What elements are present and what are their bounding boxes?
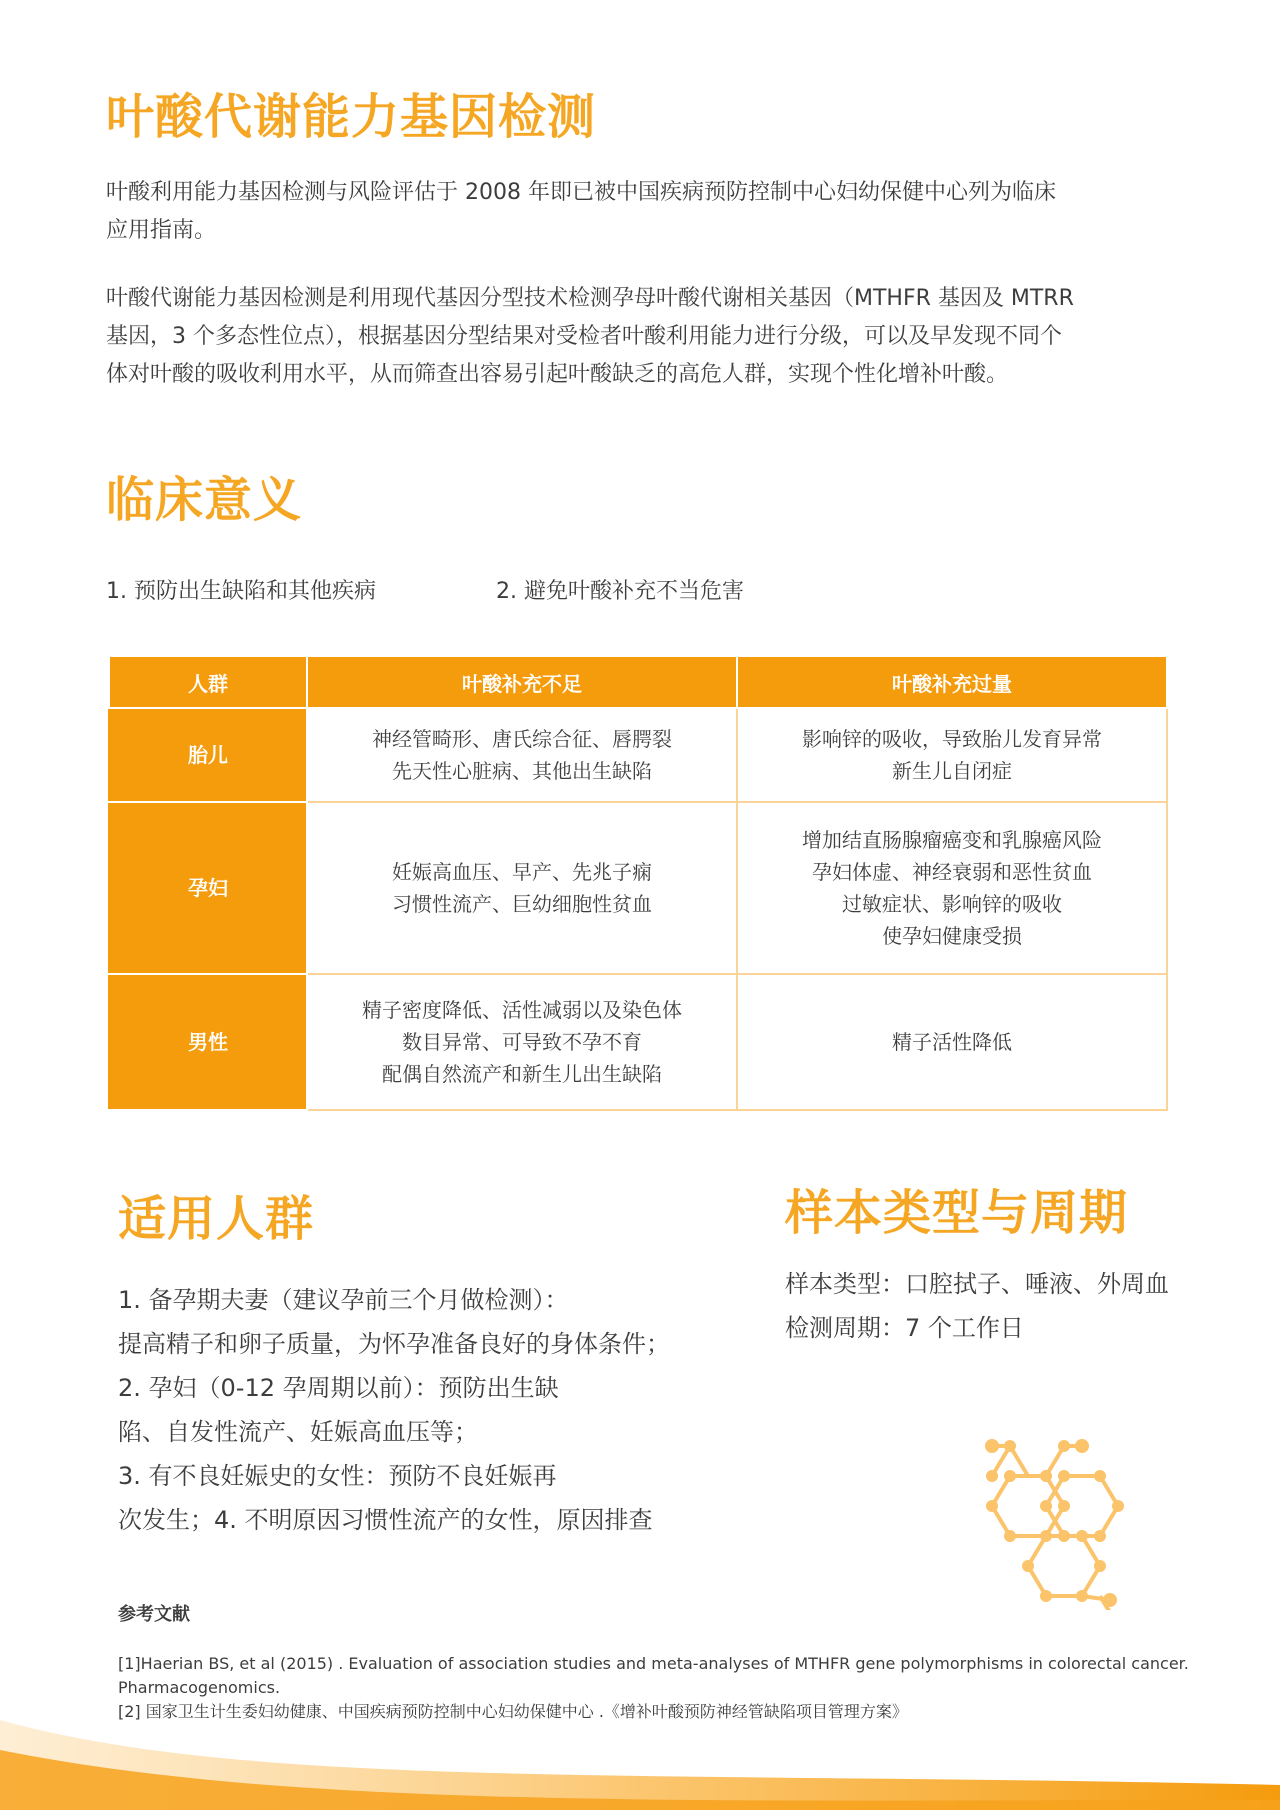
table-row [109, 802, 1167, 974]
reference-item: [1]Haerian BS, et al (2015) . Evaluation of association studies and meta-analyses of MTHFR gene polymorphisms in colorectal cancer. [118, 1654, 1189, 1673]
table-row [109, 708, 1167, 802]
intro-paragraph-2-line: 叶酸代谢能力基因检测是利用现代基因分型技术检测孕母叶酸代谢相关基因（MTHFR 基因及 MTRR [106, 286, 1074, 311]
significance-item-2: 2. 避免叶酸补充不当危害 [496, 579, 744, 604]
deficiency-cell [307, 802, 737, 974]
excess-cell [737, 802, 1167, 974]
excess-cell [737, 708, 1167, 802]
clinical-table [108, 655, 1168, 1111]
audience-line: 次发生；4. 不明原因习惯性流产的女性，原因排查 [118, 1506, 653, 1534]
header-deficiency: 叶酸补充不足 [307, 656, 737, 708]
excess-cell [737, 974, 1167, 1110]
clinical-significance-title: 临床意义 [106, 472, 303, 528]
reference-item: [2] 国家卫生计生委妇幼健康、中国疾病预防控制中心妇幼保健中心 .《增补叶酸预防神经管缺陷项目管理方案》 [118, 1702, 908, 1721]
references-title: 参考文献 [118, 1604, 190, 1625]
cell-line: 新生儿自闭症 [892, 759, 1012, 783]
cell-line: 过敏症状、影响锌的吸收 [842, 892, 1062, 916]
intro-paragraph-2-line: 体对叶酸的吸收利用水平，从而筛查出容易引起叶酸缺乏的高危人群，实现个性化增补叶酸。 [106, 362, 1009, 387]
reference-item: Pharmacogenomics. [118, 1678, 281, 1697]
sample-info [785, 1262, 1225, 1350]
intro-paragraph-2 [106, 280, 1186, 394]
cell-line: 孕妇体虚、神经衰弱和恶性贫血 [812, 860, 1092, 884]
intro-paragraph-1-line: 叶酸利用能力基因检测与风险评估于 2008 年即已被中国疾病预防控制中心妇幼保健中心列为临床 [106, 180, 1056, 205]
cell-line: 妊娠高血压、早产、先兆子痫 [392, 860, 652, 884]
audience-list [118, 1278, 718, 1542]
cell-line: 习惯性流产、巨幼细胞性贫血 [392, 892, 652, 916]
audience-line: 2. 孕妇（0-12 孕周期以前）：预防出生缺 [118, 1374, 559, 1402]
row-group-label: 胎儿 [109, 708, 307, 802]
deficiency-cell [307, 974, 737, 1110]
intro-paragraph-1-line: 应用指南。 [106, 218, 217, 243]
header-excess: 叶酸补充过量 [737, 656, 1167, 708]
cell-line: 配偶自然流产和新生儿出生缺陷 [382, 1062, 662, 1086]
molecule-icon [970, 1430, 1130, 1610]
cell-line: 数目异常、可导致不孕不育 [402, 1030, 642, 1054]
deficiency-cell [307, 708, 737, 802]
audience-line: 提高精子和卵子质量，为怀孕准备良好的身体条件； [118, 1330, 670, 1358]
audience-line: 1. 备孕期夫妻（建议孕前三个月做检测）： [118, 1286, 569, 1314]
significance-item-1: 1. 预防出生缺陷和其他疾病 [106, 579, 376, 604]
sample-period-line: 检测周期：7 个工作日 [785, 1314, 1024, 1342]
intro-paragraph-2-line: 基因，3 个多态性位点），根据基因分型结果对受检者叶酸利用能力进行分级，可以及早发现不同个 [106, 324, 1062, 349]
sample-title: 样本类型与周期 [785, 1185, 1129, 1241]
cell-line: 影响锌的吸收，导致胎儿发育异常 [802, 727, 1102, 751]
table-row [109, 974, 1167, 1110]
cell-line: 精子活性降低 [892, 1030, 1012, 1054]
audience-line: 陷、自发性流产、妊娠高血压等； [118, 1418, 478, 1446]
cell-line: 使孕妇健康受损 [882, 924, 1022, 948]
header-population: 人群 [109, 656, 307, 708]
cell-line: 神经管畸形、唐氏综合征、唇腭裂 [372, 727, 672, 751]
page-title: 叶酸代谢能力基因检测 [106, 89, 597, 145]
cell-line: 精子密度降低、活性减弱以及染色体 [362, 998, 682, 1022]
row-group-label: 孕妇 [109, 802, 307, 974]
cell-line: 先天性心脏病、其他出生缺陷 [392, 759, 652, 783]
audience-title: 适用人群 [118, 1191, 315, 1247]
row-group-label: 男性 [109, 974, 307, 1110]
bottom-wave-decoration [0, 1660, 1280, 1810]
cell-line: 增加结直肠腺瘤癌变和乳腺癌风险 [802, 828, 1102, 852]
table-header-row [109, 656, 1167, 708]
audience-line: 3. 有不良妊娠史的女性：预防不良妊娠再 [118, 1462, 557, 1490]
sample-type-line: 样本类型：口腔拭子、唾液、外周血 [785, 1270, 1169, 1298]
intro-paragraph-1 [106, 174, 1186, 250]
